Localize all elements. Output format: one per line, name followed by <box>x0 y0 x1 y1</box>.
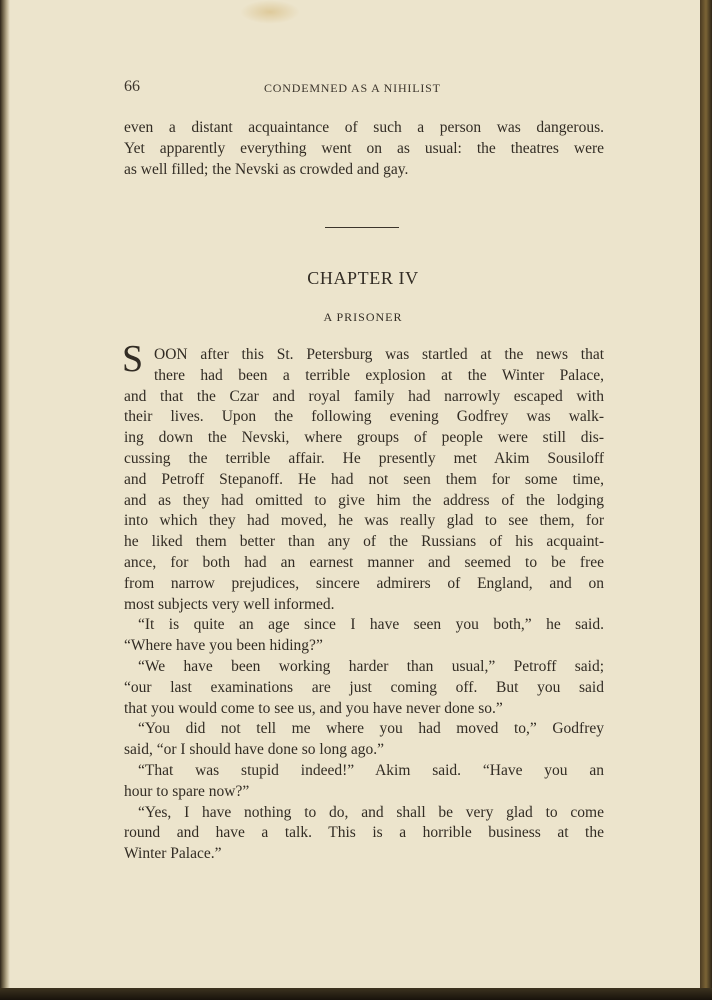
text-line: “Yes, I have nothing to do, and shall be very glad to come <box>138 803 604 821</box>
drop-cap: S <box>122 338 144 380</box>
text-line: “That was stupid indeed!” Akim said. “Have you an <box>138 761 604 779</box>
page-number: 66 <box>124 78 140 95</box>
text-line: OON after this St. Petersburg was startled at the news that <box>154 346 604 363</box>
page-header <box>0 78 700 98</box>
book-edge-bottom <box>0 988 712 1000</box>
text-line: “You did not tell me where you had moved to,” Godfrey <box>138 720 604 738</box>
text-line: there had been a terrible explosion at the Winter Palace, <box>154 366 604 384</box>
text-line: even a distant acquaintance of such a person was dangerous. <box>124 119 604 136</box>
text-line: he liked them better than any of the Russians of his acquaint- <box>124 533 604 551</box>
text-line: “It is quite an age since I have seen you both,” he said. <box>138 616 604 634</box>
text-line: “our last examinations are just coming off. But you said <box>124 678 604 696</box>
text-line: and that the Czar and royal family had narrowly escaped with <box>124 387 604 405</box>
text-line: said, “or I should have done so long ago.” <box>124 741 384 759</box>
text-line: most subjects very well informed. <box>124 595 335 613</box>
text-line: hour to spare now?” <box>124 782 250 800</box>
text-line: and as they had omitted to give him the address of the lodging <box>124 491 604 509</box>
text-line: cussing the terrible affair. He presently met Akim Sousiloff <box>124 449 604 467</box>
page-binding-shadow <box>0 0 10 988</box>
text-line: into which they had moved, he was really glad to see them, for <box>124 512 604 530</box>
paper-stain <box>240 0 300 24</box>
text-line: “We have been working harder than usual,” Petroff said; <box>138 657 604 675</box>
text-line: ance, for both had an earnest manner and seemed to be free <box>124 553 604 571</box>
chapter-body <box>124 345 604 865</box>
intro-paragraph <box>124 118 604 180</box>
section-divider <box>325 227 399 228</box>
text-line: and Petroff Stepanoff. He had not seen them for some time, <box>124 470 604 488</box>
text-line: Yet apparently everything went on as usual: the theatres were <box>124 139 604 157</box>
book-edge-right <box>700 0 712 1000</box>
text-line: round and have a talk. This is a horrible business at the <box>124 824 604 842</box>
text-line: their lives. Upon the following evening Godfrey was walk- <box>124 408 604 426</box>
text-line: as well filled; the Nevski as crowded and gay. <box>124 160 409 178</box>
text-line: from narrow prejudices, sincere admirers of England, and on <box>124 574 604 592</box>
text-line: ing down the Nevski, where groups of people were still dis- <box>124 429 604 447</box>
chapter-title: CHAPTER IV <box>307 268 419 288</box>
text-line: that you would come to see us, and you have never done so.” <box>124 699 503 717</box>
chapter-subtitle: A PRISONER <box>323 310 403 324</box>
text-line: “Where have you been hiding?” <box>124 637 323 655</box>
text-line: Winter Palace.” <box>124 845 222 863</box>
running-title: CONDEMNED AS A NIHILIST <box>264 81 441 95</box>
